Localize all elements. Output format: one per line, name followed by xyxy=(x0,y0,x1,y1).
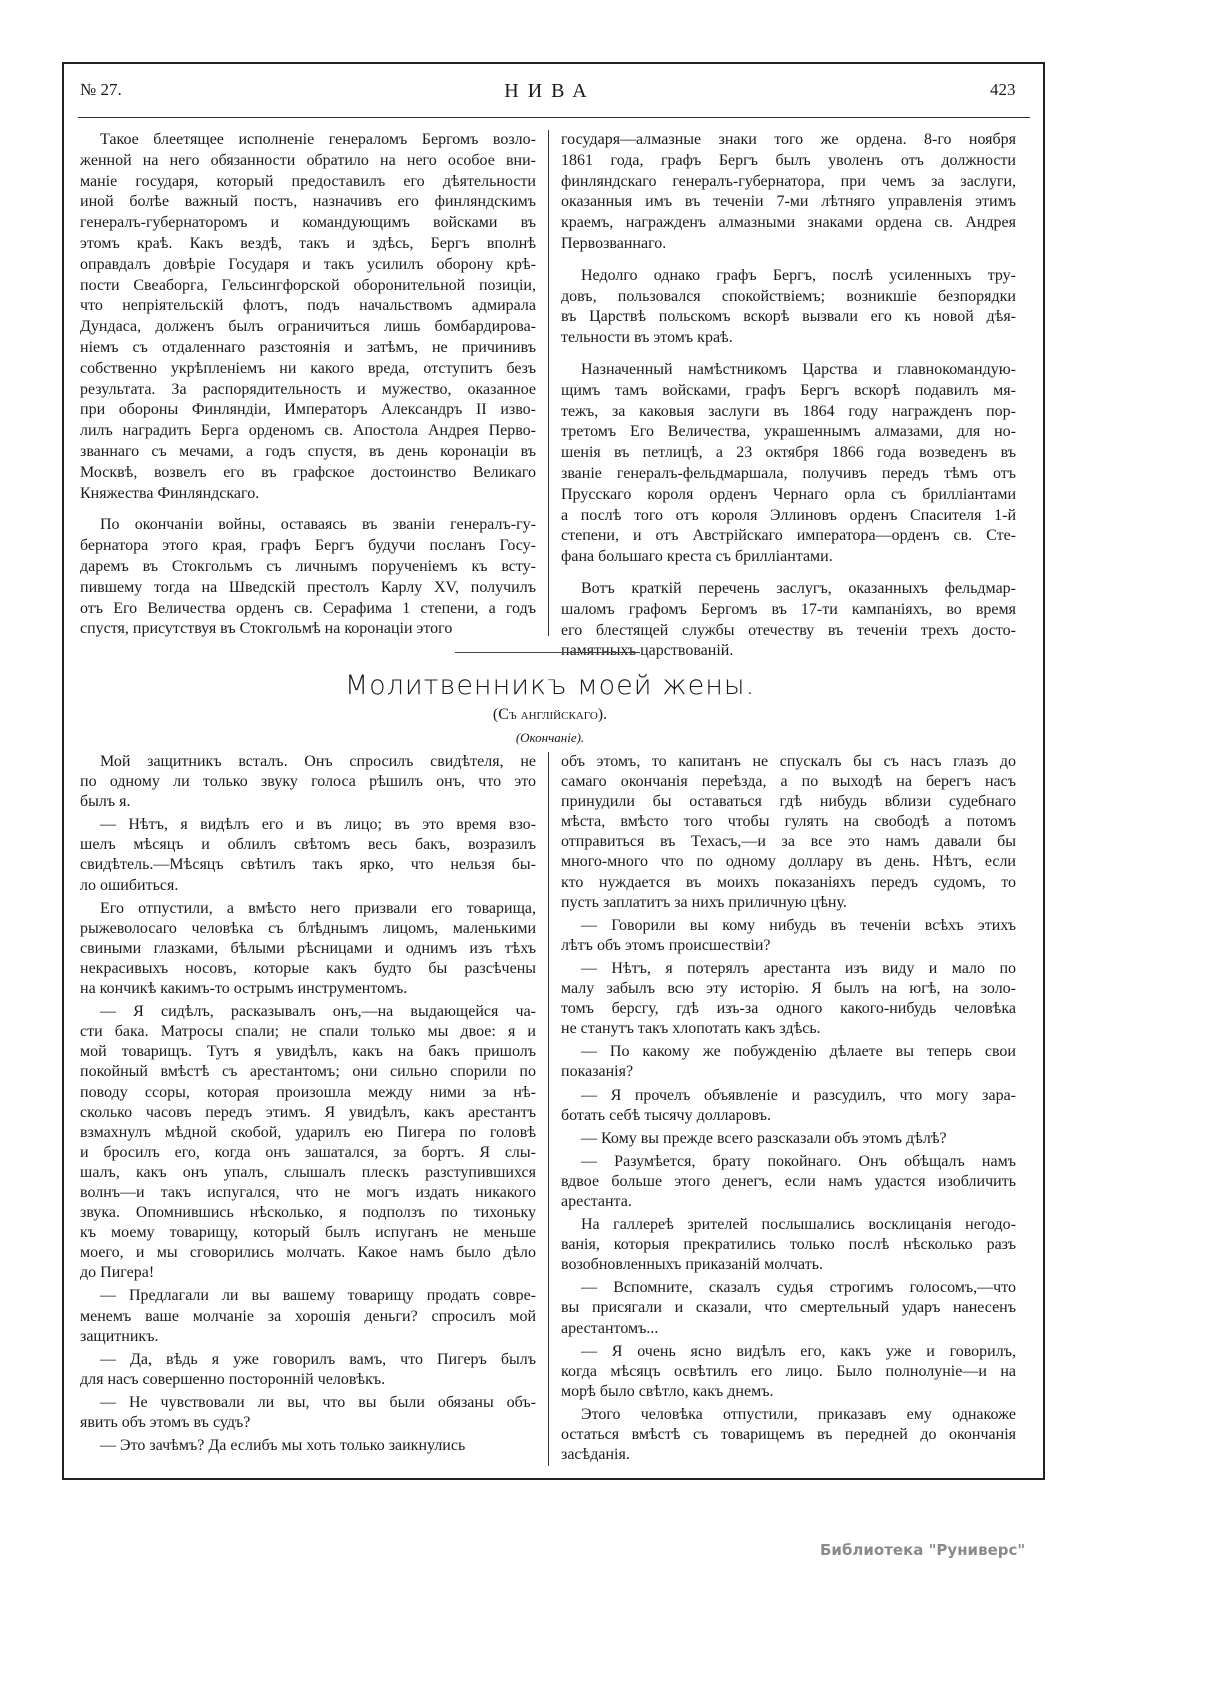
text-line: много-много что по одному доллару въ день. Нѣтъ, если xyxy=(561,853,1016,871)
text-line: оправдалъ довѣріе Государя и такъ усилилъ оборону крѣ- xyxy=(80,255,536,273)
paragraph xyxy=(561,959,1016,1039)
library-watermark: Библиотека "Руниверс" xyxy=(820,1541,1026,1559)
header-rule xyxy=(78,117,1030,118)
text-line: кто нуждается въ моихъ показаніяхъ передъ судомъ, то xyxy=(561,873,1016,891)
text-line: остаться вмѣстѣ съ товарищемъ въ передней до окончанія xyxy=(561,1426,1016,1443)
text-line: при обороны Финляндіи, Императоръ Александръ II изво- xyxy=(80,401,536,419)
text-line: — Не чувствовали ли вы, что вы были обязаны объ- xyxy=(100,1393,536,1411)
paragraph xyxy=(561,1042,1016,1082)
text-line: Назначенный намѣстникомъ Царства и главнокомандую- xyxy=(581,360,1016,378)
paragraph xyxy=(561,1405,1016,1465)
text-line: — Нѣтъ, я потерялъ арестанта изъ виду и мало по xyxy=(581,959,1016,977)
text-line: вы присягали и сказали, что смертельный ударъ нанесенъ xyxy=(561,1299,1016,1317)
text-line: ло ошибиться. xyxy=(80,876,179,894)
text-line: званнаго съ мечами, а годъ спустя, въ день коронаціи въ xyxy=(80,442,536,460)
text-line: Его отпустили, а вмѣсто него призвали его товарища, xyxy=(100,899,536,917)
paragraph xyxy=(561,360,1016,568)
paragraph xyxy=(80,1286,536,1346)
paragraph xyxy=(80,1002,536,1283)
text-line: — Я очень ясно видѣлъ его, какъ уже и говорилъ, xyxy=(581,1342,1016,1360)
text-line: государя—алмазные знаки того же ордена. 8-го ноября xyxy=(561,131,1016,148)
text-line: когда мѣсяцъ освѣтилъ его лицо. Было полнолуніе—и на xyxy=(561,1362,1016,1380)
continuation-note: (Окончаніе). xyxy=(515,730,585,745)
paragraph xyxy=(561,266,1016,349)
paragraph xyxy=(561,916,1016,956)
text-line: рыжеволосаго человѣка съ блѣднымъ лицомъ, маленькими xyxy=(80,919,536,937)
paragraph xyxy=(561,579,1016,662)
text-line: званіе генералъ-фельдмаршала, получивъ передъ тѣмъ отъ xyxy=(561,464,1016,482)
text-line: иной болѣе важный постъ, назначивъ его финляндскимъ xyxy=(80,193,536,211)
text-line: взмахнулъ мѣдной скобой, ударилъ ею Пигера по головѣ xyxy=(80,1123,536,1141)
text-line: показанія? xyxy=(561,1063,634,1081)
text-line: томъ берсгу, гдѣ изъ-за одного какого-нибудь человѣка xyxy=(561,1000,1016,1018)
text-line: Первозваннаго. xyxy=(561,234,667,252)
paragraph xyxy=(80,1393,536,1433)
text-line: морѣ было свѣтло, какъ днемъ. xyxy=(561,1382,774,1400)
text-line: былъ я. xyxy=(80,793,131,811)
text-line: сколько часовъ передъ этимъ. Я увидѣлъ, какъ арестантъ xyxy=(80,1103,536,1121)
text-line: менемъ ваше молчаніе за хорошія деньги? спросилъ мой xyxy=(80,1307,536,1325)
paragraph xyxy=(80,1350,536,1390)
text-line: засѣданія. xyxy=(561,1446,630,1464)
text-line: Недолго однако графъ Бергъ, послѣ усиленныхъ тру- xyxy=(581,266,1016,284)
text-line: Дундаса, долженъ былъ ограничиться лишь бомбардирова- xyxy=(80,318,536,336)
text-line: арестанта. xyxy=(561,1192,632,1210)
text-line: На галлереѣ зрителей послышались восклицанія негодо- xyxy=(581,1216,1016,1234)
text-line: шаломъ графомъ Бергомъ въ 17-ти кампаніяхъ, во время xyxy=(561,600,1016,618)
text-line: самаго окончанія переѣзда, а по выходѣ на берегъ насъ xyxy=(561,773,1016,791)
text-line: фана большаго креста съ брилліантами. xyxy=(561,548,833,566)
text-line: вдвое больше этого денегъ, если намъ удастся изобличить xyxy=(561,1172,1016,1190)
text-line: шелъ мѣсяцъ и облилъ свѣтомъ весь бакъ, возразилъ xyxy=(80,836,536,854)
text-line: а послѣ того отъ короля Эллиновъ орденъ Спасителя 1-й xyxy=(561,506,1016,524)
text-line: пости Свеаборга, Гельсингфорской оборонительной позиціи, xyxy=(80,276,536,294)
text-line: генералъ-губернаторомъ и командующимъ войсками въ xyxy=(80,214,536,232)
text-line: пившему тогда на Шведскій престолъ Карлу XV, получилъ xyxy=(80,578,536,596)
paragraph xyxy=(80,815,536,895)
text-line: ботать себѣ тысячу долларовъ. xyxy=(561,1106,771,1124)
paragraph xyxy=(561,1129,1016,1149)
text-line: волнъ—и такъ испугался, что не могъ издать никакого xyxy=(80,1183,536,1201)
paragraph xyxy=(80,1436,536,1456)
text-line: краемъ, награжденъ алмазными знаками ордена св. Андрея xyxy=(561,214,1016,232)
text-line: пусть заплатитъ за нихъ приличную цѣну. xyxy=(561,893,847,911)
text-line: Княжества Финляндскаго. xyxy=(80,484,260,502)
text-line: мѣста, вмѣсто того чтобы гулять на свободѣ а потомъ xyxy=(561,813,1016,831)
text-line: Мой защитникъ всталъ. Онъ спросилъ свидѣтеля, не xyxy=(100,753,536,770)
text-line: моего, и мы сговорились молчать. Какое намъ было дѣло xyxy=(80,1244,536,1262)
text-line: Такое блеетящее исполненіе генераломъ Бергомъ возло- xyxy=(100,131,536,148)
text-line: некрасивыхъ носовъ, которые какъ будто бы разсѣчены xyxy=(80,959,536,977)
masthead: НИВА xyxy=(504,80,596,102)
text-line: свидѣтель.—Мѣсяцъ свѣтилъ такъ ярко, что нельзя бы- xyxy=(80,856,536,874)
text-line: защитникъ. xyxy=(80,1327,159,1345)
top-right-column xyxy=(561,130,1016,673)
text-line: арестантомъ... xyxy=(561,1319,659,1337)
text-line: тельности въ этомъ краѣ. xyxy=(561,329,733,347)
paragraph xyxy=(80,515,536,640)
story-title: Молитвенникъ моей жены. xyxy=(344,670,756,701)
text-line: бернатора этого края, графъ Бергъ будучи посланъ Госу- xyxy=(80,537,536,555)
text-line: маніе государя, который предоставилъ его дѣятельности xyxy=(80,172,536,190)
text-line: звука. Опомнившись нѣсколько, я подползъ по тихоньку xyxy=(80,1204,536,1222)
text-line: лѣтъ объ этомъ происшествіи? xyxy=(561,936,771,954)
text-line: лилъ наградить Берга орденомъ св. Апостола Андрея Перво- xyxy=(80,422,536,440)
text-line: для насъ совершенно посторонній человѣкъ. xyxy=(80,1370,386,1388)
column-divider-top xyxy=(548,130,549,636)
text-line: спустя, присутствуя въ Стокгольмѣ на коронаціи этого xyxy=(80,620,453,638)
text-line: ніемъ съ отдаленнаго разстоянія и затѣмъ, не причинивъ xyxy=(80,338,536,356)
text-line: — Предлагали ли вы вашему товарищу продать совре- xyxy=(100,1287,536,1305)
text-line: третомъ Его Величества, украшеннымъ алмазами, для но- xyxy=(561,423,1016,441)
top-left-column xyxy=(80,130,536,651)
text-line: — Нѣтъ, я видѣлъ его и въ лицо; въ это время взо- xyxy=(100,816,536,834)
text-line: принудили бы оставаться гдѣ нибудь вблизи судебнаго xyxy=(561,793,1016,811)
text-line: шалъ, какъ онъ упалъ, слышалъ плескъ разступившихся xyxy=(80,1163,536,1181)
paragraph xyxy=(561,752,1016,913)
text-line: на кончикѣ какимъ-то острымъ инструментомъ. xyxy=(80,980,408,998)
text-line: По окончаніи войны, оставаясь въ званіи генералъ-гу- xyxy=(100,516,536,534)
paragraph xyxy=(80,130,536,504)
article-separator xyxy=(455,652,640,653)
text-line: ванія, которыя прекратились только послѣ нѣсколько разъ xyxy=(561,1236,1016,1254)
text-line: не станутъ такъ хлопотать какъ здѣсь. xyxy=(561,1020,821,1038)
story-right-column xyxy=(561,752,1016,1468)
text-line: отъ Его Величества орденъ св. Серафима 1 степени, а годъ xyxy=(80,599,536,617)
text-line: до Пигера! xyxy=(80,1264,155,1282)
paragraph xyxy=(561,1215,1016,1275)
text-line: свиными глазками, бѣлыми рѣсницами и однимъ изъ тѣхъ xyxy=(80,939,536,957)
story-subtitle: (Съ англійскаго). xyxy=(492,706,608,723)
paragraph xyxy=(80,752,536,812)
text-line: памятныхъ царствованій. xyxy=(561,642,734,660)
text-line: даремъ въ Стокгольмъ съ личнымъ порученіемъ къ всту- xyxy=(80,557,536,575)
text-line: его блестящей службы отечеству въ теченіи трехъ досто- xyxy=(561,621,1016,639)
text-line: степени, и отъ Австрійскаго императора—орденъ св. Сте- xyxy=(561,527,1016,545)
text-line: Вотъ краткій перечень заслугъ, оказанныхъ фельдмар- xyxy=(581,579,1016,597)
column-divider-bottom xyxy=(548,752,549,1466)
text-line: — Да, вѣдь я уже говорилъ вамъ, что Пигеръ былъ xyxy=(100,1350,536,1368)
text-line: малу забылъ всю эту исторію. Я былъ на югѣ, на золо- xyxy=(561,980,1016,998)
text-line: этомъ краѣ. Какъ вездѣ, такъ и здѣсь, Бергъ вполнѣ xyxy=(80,234,536,252)
text-line: возобновленныхъ приказаній молчать. xyxy=(561,1256,824,1274)
text-line: и бросилъ его, когда онъ зашатался, за бортъ. Я слы- xyxy=(80,1143,536,1161)
text-line: къ моему товарищу, который былъ испуганъ не меньше xyxy=(80,1224,536,1242)
text-line: женной на него обязанности обратило на него особое вни- xyxy=(80,151,536,169)
text-line: — Это зачѣмъ? Да еслибъ мы хоть только заикнулись xyxy=(100,1437,466,1455)
text-line: Этого человѣка отпустили, приказавъ ему однакоже xyxy=(581,1405,1016,1423)
text-line: — Я прочелъ объявленіе и разсудилъ, что могу зара- xyxy=(581,1086,1016,1104)
story-left-column xyxy=(80,752,536,1459)
text-line: — Разумѣется, брату покойнаго. Онъ обѣщалъ намъ xyxy=(581,1152,1016,1170)
text-line: поводу ссоры, которая произошла между ними за нѣ- xyxy=(80,1083,536,1101)
issue-number: № 27. xyxy=(80,80,122,99)
text-line: явить объ этомъ въ судъ? xyxy=(80,1414,251,1431)
paragraph xyxy=(80,899,536,999)
page-number: 423 xyxy=(990,80,1016,99)
text-line: шенія въ петлицѣ, а 23 октября 1866 года возведенъ въ xyxy=(561,444,1016,462)
text-line: довъ, пользовался спокойствіемъ; возникшіе безпорядки xyxy=(561,287,1016,305)
paragraph xyxy=(561,1086,1016,1126)
text-line: объ этомъ, то капитанъ не спускалъ бы съ насъ глазъ до xyxy=(561,753,1016,770)
text-line: — Кому вы прежде всего разсказали объ этомъ дѣлѣ? xyxy=(581,1129,947,1147)
text-line: результата. За распорядительность и мужество, оказанное xyxy=(80,380,536,398)
text-line: покойный вмѣстѣ съ арестантомъ; они сильно спорили по xyxy=(80,1063,536,1081)
paragraph xyxy=(561,1342,1016,1402)
paragraph xyxy=(561,1278,1016,1338)
text-line: Прусскаго короля орденъ Чернаго орла съ брилліантами xyxy=(561,485,1016,503)
text-line: — По какому же побужденію дѣлаете вы теперь свои xyxy=(581,1043,1016,1061)
text-line: собственно укрѣпленіемъ ни какого вреда, отступитъ безъ xyxy=(80,359,536,377)
text-line: въ Царствѣ польскомъ вскорѣ вызвали его къ новой дѣя- xyxy=(561,308,1016,326)
text-line: финляндскаго генералъ-губернатора, при чемъ за заслуги, xyxy=(561,172,1016,190)
text-line: что непріятельскій флотъ, подъ начальствомъ адмирала xyxy=(80,297,536,315)
paragraph xyxy=(561,1152,1016,1212)
text-line: по одному ли только звуку голоса рѣшилъ онъ, что это xyxy=(80,773,536,791)
text-line: — Я сидѣлъ, расказывалъ онъ,—на выдающейся ча- xyxy=(100,1003,536,1021)
text-line: мой товарищъ. Тутъ я увидѣлъ, какъ на бакъ пришолъ xyxy=(80,1043,536,1061)
text-line: Москвѣ, возвелъ его въ графское достоинство Великаго xyxy=(80,463,536,481)
text-line: оказанныя имъ въ теченіи 7-ми лѣтняго управленія этимъ xyxy=(561,193,1016,211)
paragraph xyxy=(561,130,1016,255)
text-line: — Говорили вы кому нибудь въ теченіи всѣхъ этихъ xyxy=(581,916,1016,934)
text-line: — Вспомните, сказалъ судья строгимъ голосомъ,—что xyxy=(581,1279,1016,1297)
text-line: отправиться въ Техасъ,—и за все это намъ давали бы xyxy=(561,833,1016,851)
text-line: 1861 года, графъ Бергъ былъ уволенъ отъ должности xyxy=(561,151,1016,169)
text-line: щимъ тамъ войсками, графъ Бергъ вскорѣ подавилъ мя- xyxy=(561,381,1016,399)
text-line: сти бака. Матросы спали; не спали только мы двое: я и xyxy=(80,1023,536,1041)
text-line: тежъ, за каковыя заслуги въ 1864 году награжденъ пор- xyxy=(561,402,1016,420)
